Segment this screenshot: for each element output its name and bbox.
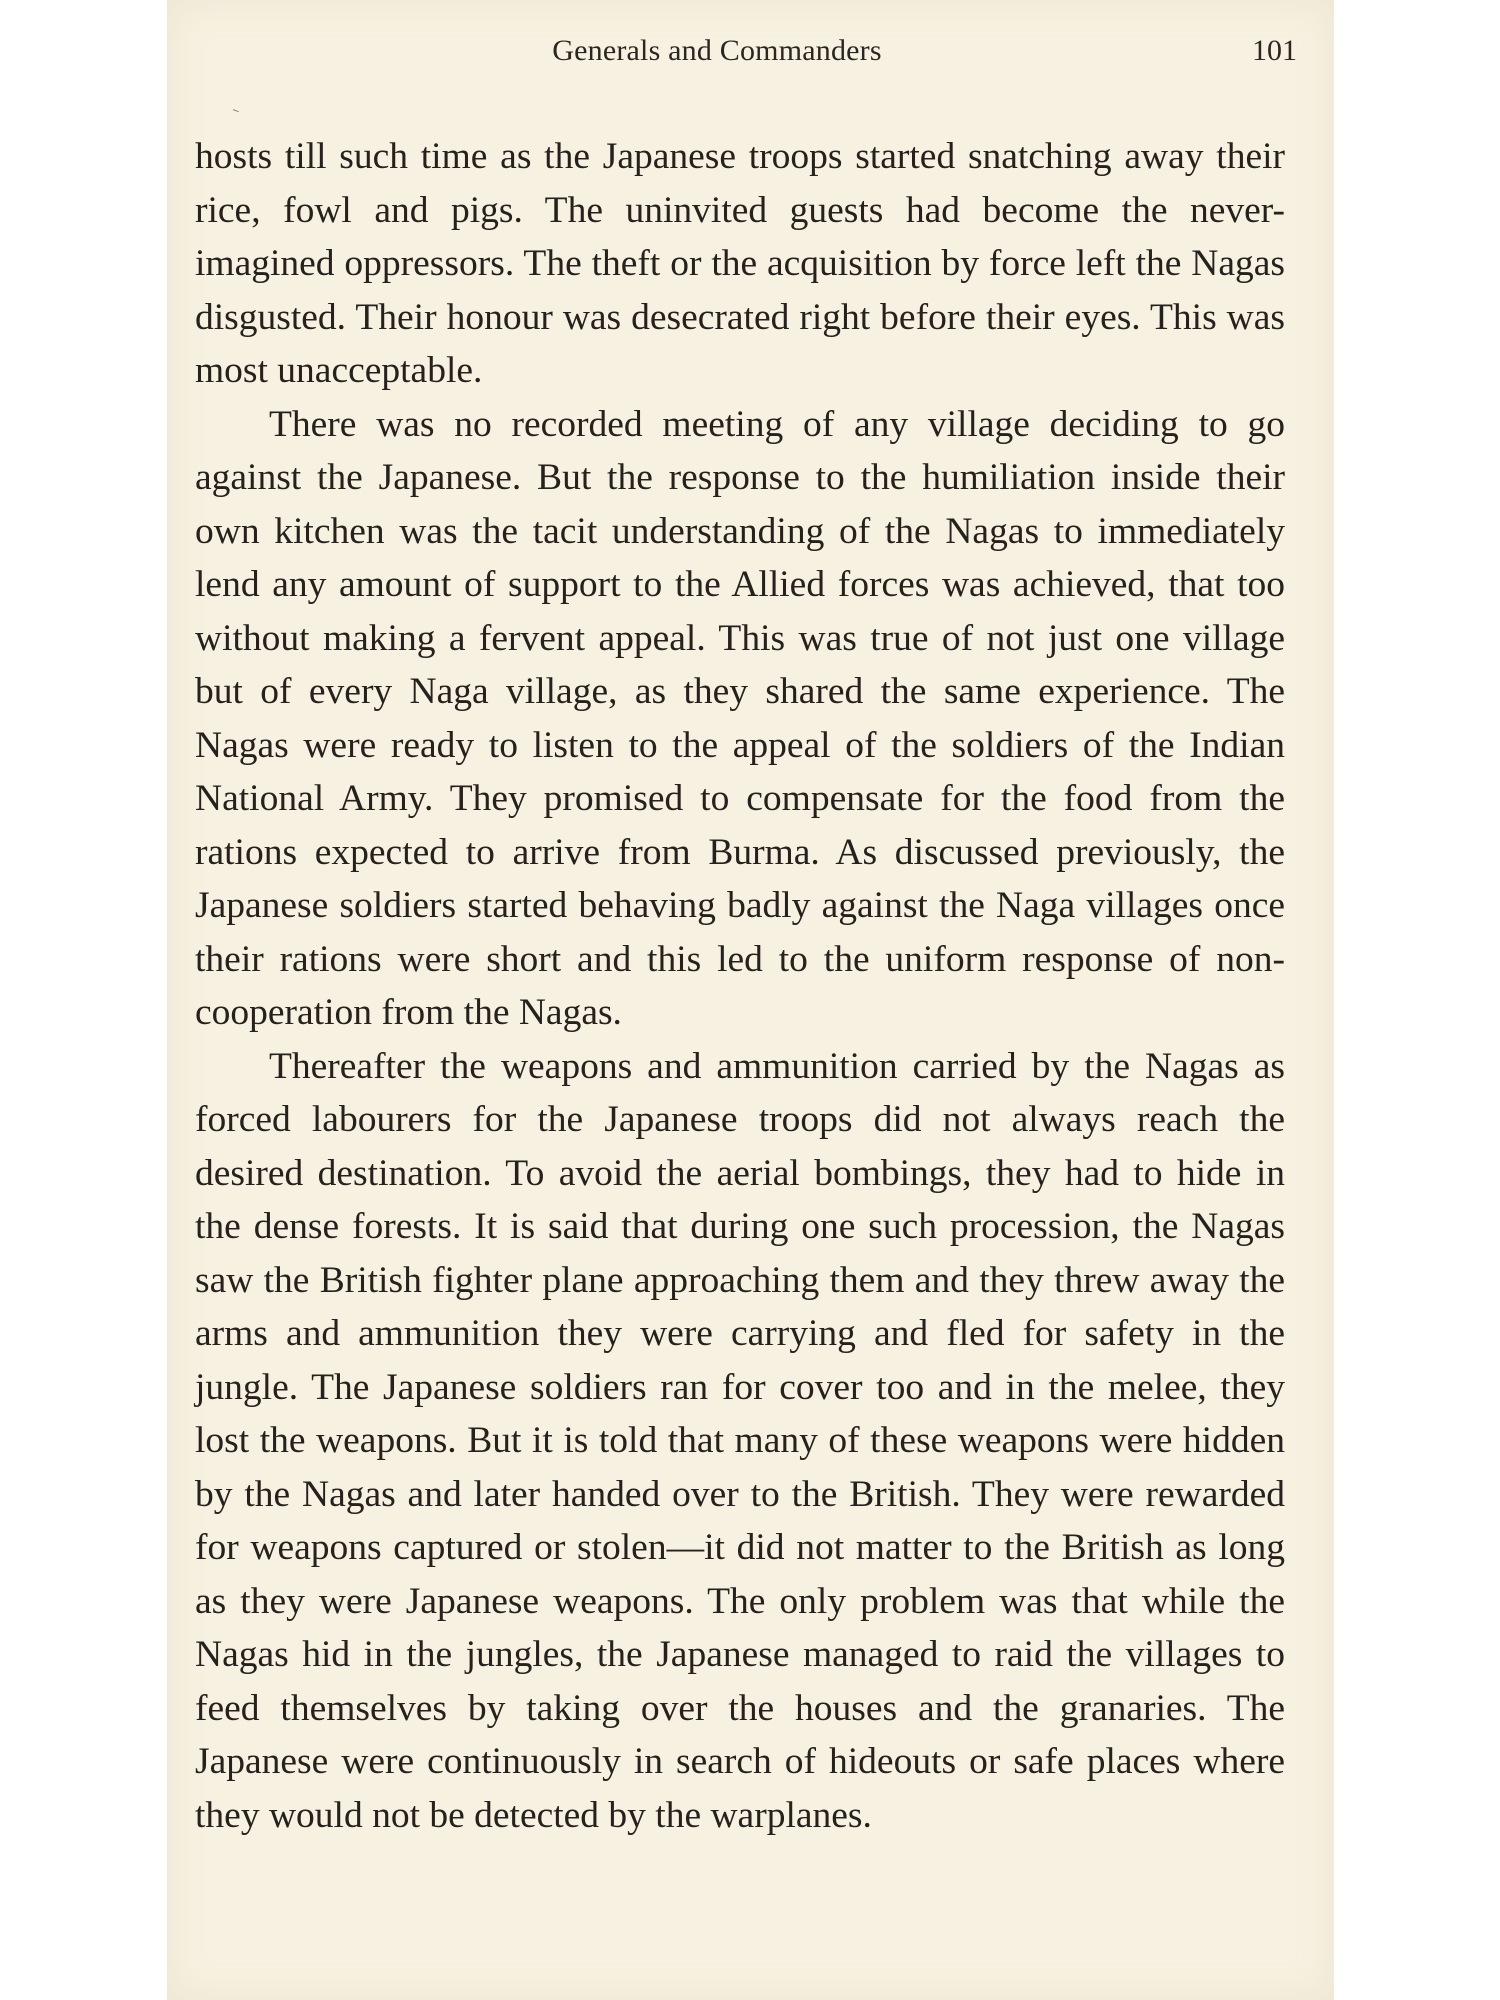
running-header: [167, 34, 1334, 78]
page-number: 101: [1252, 34, 1297, 67]
paragraph-2: There was no recorded meeting of any village deciding to go against the Japanese. But the response to the humiliation inside their own kitchen was the tacit understanding of the Nagas to immediately lend any amount of support to the Allied forces was achieved, that too without making a fervent appeal. This was true of not just one village but of every Naga village, as they shared the same experience. The Nagas were ready to listen to the appeal of the soldiers of the Indian National Army. They promised to compensate for the food from the rations expected to arrive from Burma. As discussed previously, the Japanese soldiers started behaving badly against the Naga villages once their rations were short and this led to the uniform response of non-cooperation from the Nagas.: [195, 403, 1285, 1033]
paragraph-3: Thereafter the weapons and ammunition carried by the Nagas as forced labourers for the Japanese troops did not always reach the desired destination. To avoid the aerial bombings, they had to hide in the dense forests. It is said that during one such procession, the Nagas saw the British fighter plane approaching them and they threw away the arms and ammunition they were carrying and fled for safety in the jungle. The Japanese soldiers ran for cover too and in the melee, they lost the weapons. But it is told that many of these weapons were hidden by the Nagas and later handed over to the British. They were rewarded for weapons captured or stolen—it did not matter to the British as long as they were Japanese weapons. The only problem was that while the Nagas hid in the jungles, the Japanese managed to raid the villages to feed themselves by taking over the houses and the granaries. The Japanese were continuously in search of hideouts or safe places where they would not be detected by the warplanes.: [195, 1045, 1285, 1836]
book-page: [167, 0, 1334, 2000]
body-text: [195, 130, 1285, 1842]
paragraph-1: hosts till such time as the Japanese troops started snatching away their rice, fowl and pigs. The uninvited guests had become the never-imagined oppressors. The theft or the acquisition by force left the Nagas disgusted. Their honour was desecrated right before their eyes. This was most unacceptable.: [195, 136, 1285, 391]
running-title: Generals and Commanders: [552, 34, 882, 67]
scan-speck: [231, 109, 239, 117]
